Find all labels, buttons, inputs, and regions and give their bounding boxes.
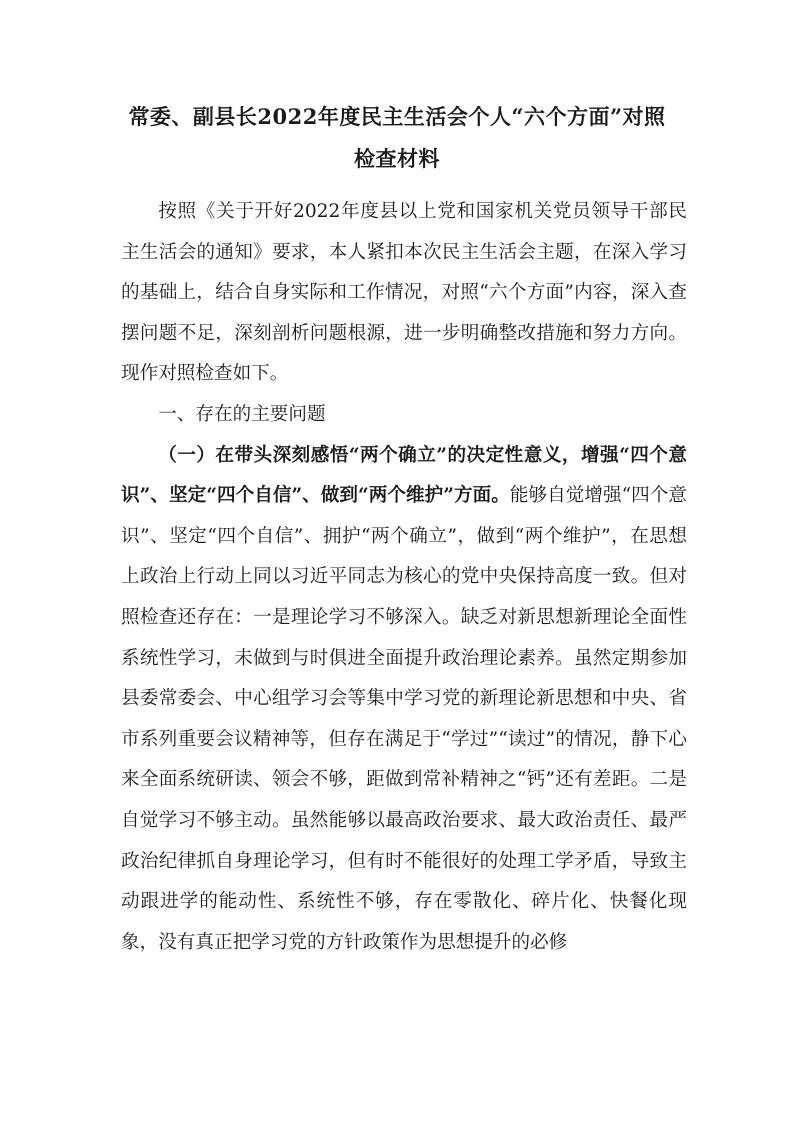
subsection-heading: （一）在带头深刻感悟“两个确立”的决定性意义，增强“四个意识”、坚定“四个自信”、做到“两个维护”方面。 bbox=[121, 444, 687, 507]
subsection-text: 能够自觉增强“四个意识”、坚定“四个自信”、拥护“两个确立”，做到“两个维护”，在思想上政治上行动上同以习近平同志为核心的党中央保持高度一致。但对照检查还存在：一是理论学习不够深入。缺乏对新思想新理论全面性系统性学习，未做到与时俱进全面提升政治理论素养。虽然定期参加县委常委会、中心组学习会等集中学习党的新理论新思想和中央、省市系列重要会议精神等，但存在满足于“学过”“读过”的情况，静下心来全面系统研读、领会不够，距做到常补精神之“钙”还有差距。二是自觉学习不够主动。虽然能够以最高政治要求、最大政治责任、最严政治纪律抓自身理论学习，但有时不能很好的处理工学矛盾，导致主动跟进学的能动性、系统性不够，存在零散化、碎片化、快餐化现象，没有真正把学习党的方针政策作为思想提升的必修 bbox=[121, 485, 687, 953]
subsection-paragraph bbox=[121, 436, 687, 964]
document-title-line1: 常委、副县长2022年度民主生活会个人“六个方面”对照 bbox=[128, 104, 666, 129]
intro-paragraph: 按照《关于开好2022年度县以上党和国家机关党员领导干部民主生活会的通知》要求，本人紧扣本次民主生活会主题，在深入学习的基础上，结合自身实际和工作情况，对照“六个方面”内容，深入查摆问题不足，深刻剖析问题根源，进一步明确整改措施和努力方向。现作对照检查如下。 bbox=[121, 201, 687, 385]
document-body bbox=[121, 192, 687, 963]
section-heading: 一、存在的主要问题 bbox=[158, 403, 326, 425]
document-title-line2: 检查材料 bbox=[354, 146, 440, 171]
